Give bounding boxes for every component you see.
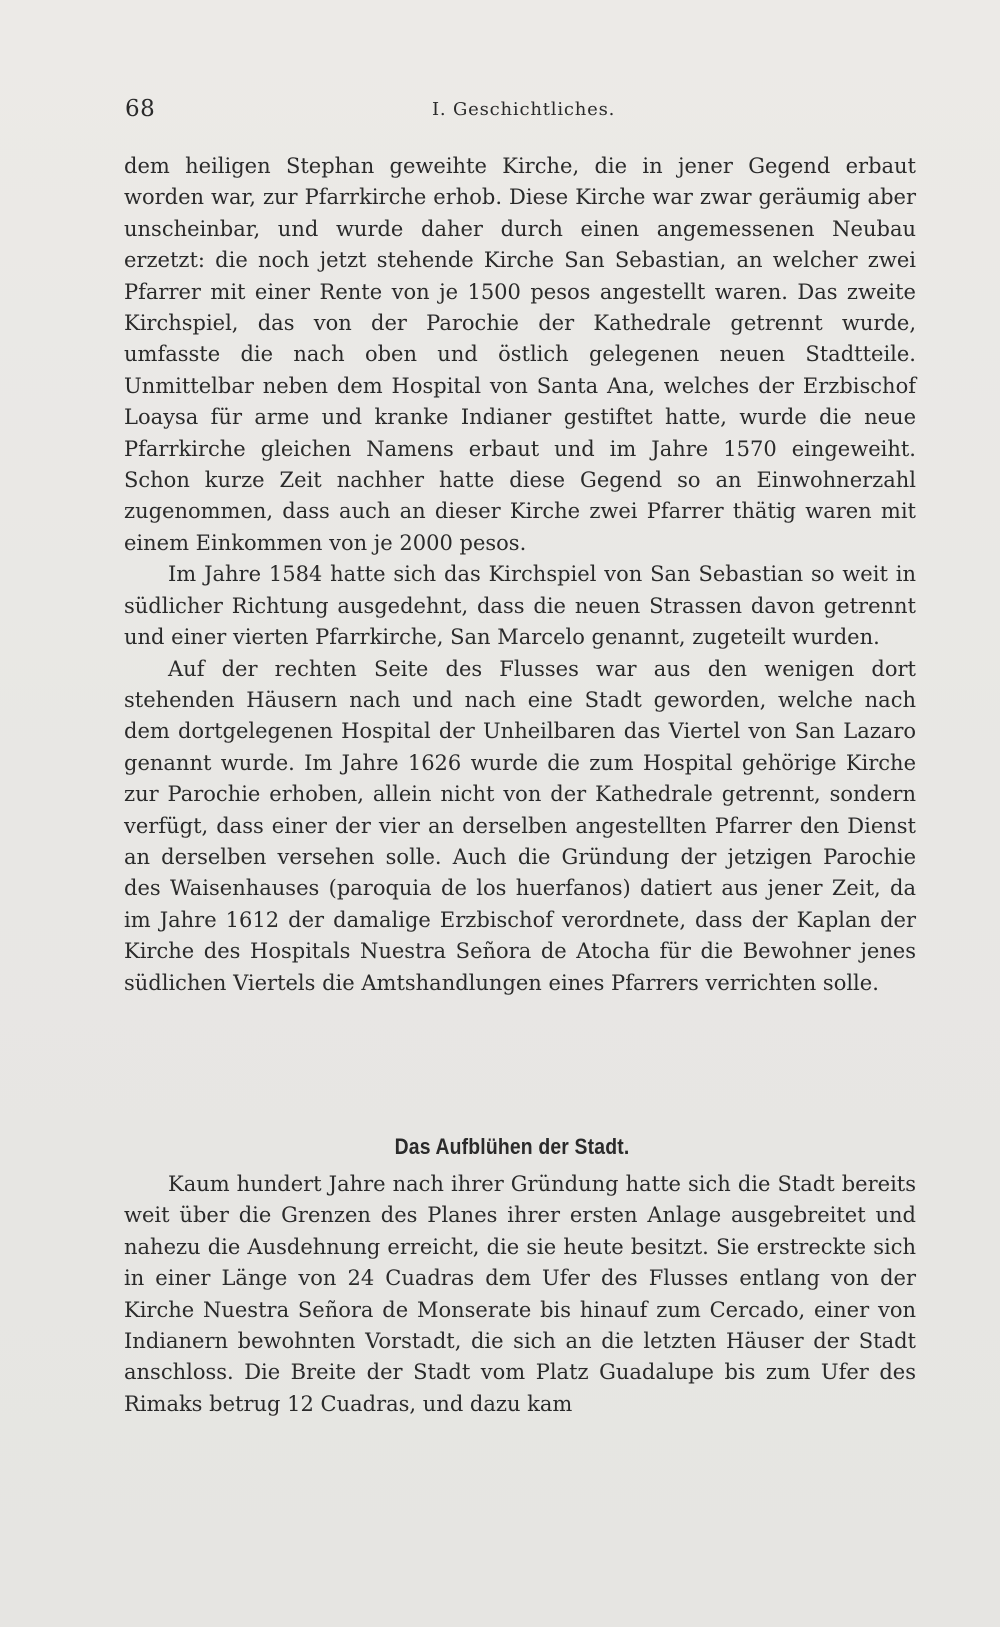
paragraph: Kaum hundert Jahre nach ihrer Gründung hatte sich die Stadt bereits weit über die Grenzen des Planes ihrer ersten Anlage ausgebreitet und nahezu die Ausdehnung erreicht, die sie heute besitzt. Sie erstreckte sich in einer Länge von 24 Cuadras dem Ufer des Flusses entlang von der Kirche Nuestra Señora de Monserate bis hinauf zum Cercado, einer von Indianern bewohnten Vorstadt, die sich an die letzten Häuser der Stadt anschloss. Die Breite der Stadt vom Platz Guadalupe bis zum Ufer des Rimaks betrug 12 Cuadras, und dazu kam bbox=[124, 1172, 916, 1416]
page-number: 68 bbox=[125, 96, 156, 122]
text-block-upper bbox=[124, 151, 916, 999]
paragraph: Im Jahre 1584 hatte sich das Kirchspiel von San Sebastian so weit in südlicher Richtung ausgedehnt, dass die neuen Strassen davon getrennt und einer vierten Pfarrkirche, San Marcelo genannt, zugeteilt wurden. bbox=[124, 562, 916, 650]
section-heading bbox=[61, 1134, 941, 1160]
section-heading-text: Das Aufblühen der Stadt. bbox=[394, 1134, 630, 1159]
page-header bbox=[125, 96, 915, 136]
paragraph: dem heiligen Stephan geweihte Kirche, die in jener Gegend erbaut worden war, zur Pfarrkirche erhob. Diese Kirche war zwar geräumig aber unscheinbar, und wurde daher durch einen angemessenen Neubau erzetzt: die noch jetzt stehende Kirche San Sebastian, an welcher zwei Pfarrer mit einer Rente von je 1500 pesos angestellt waren. Das zweite Kirchspiel, das von der Parochie der Kathedrale getrennt wurde, umfasste die nach oben und östlich gelegenen neuen Stadtteile. Unmittelbar neben dem Hospital von Santa Ana, welches der Erzbischof Loaysa für arme und kranke Indianer gestiftet hatte, wurde die neue Pfarrkirche gleichen Namens erbaut und im Jahre 1570 eingeweiht. Schon kurze Zeit nachher hatte diese Gegend so an Einwohnerzahl zugenommen, dass auch an dieser Kirche zwei Pfarrer thätig waren mit einem Einkommen von je 2000 pesos. bbox=[124, 154, 916, 555]
running-head: I. Geschichtliches. bbox=[432, 99, 616, 120]
text-block-lower bbox=[124, 1169, 916, 1420]
paragraph: Auf der rechten Seite des Flusses war aus den wenigen dort stehenden Häusern nach und nach eine Stadt geworden, welche nach dem dortgelegenen Hospital der Unheilbaren das Viertel von San Lazaro genannt wurde. Im Jahre 1626 wurde die zum Hospital gehörige Kirche zur Parochie erhoben, allein nicht von der Kathedrale getrennt, sondern verfügt, dass einer der vier an derselben angestellten Pfarrer den Dienst an derselben versehen solle. Auch die Gründung der jetzigen Parochie des Waisenhauses (paroquia de los huerfanos) datiert aus jener Zeit, da im Jahre 1612 der damalige Erzbischof verordnete, dass der Kaplan der Kirche des Hospitals Nuestra Señora de Atocha für die Bewohner jenes südlichen Viertels die Amtshandlungen eines Pfarrers verrichten solle. bbox=[124, 656, 916, 995]
